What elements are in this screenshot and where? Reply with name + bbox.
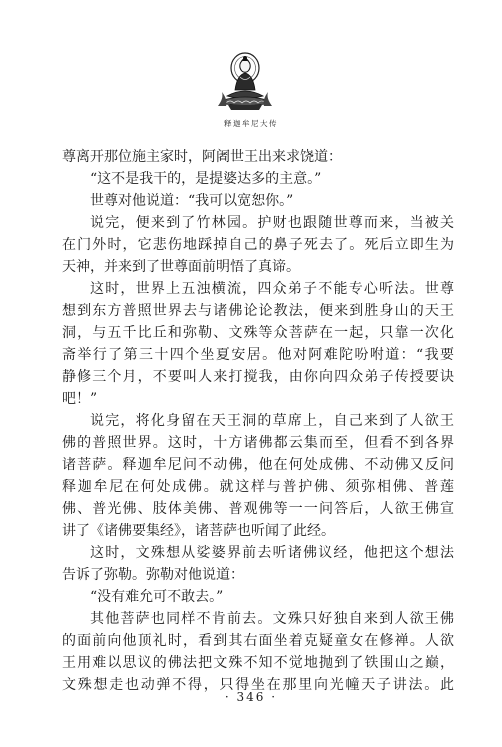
text-line: 告诉了弥勒。弥勒对他说道： bbox=[62, 567, 244, 583]
text-line: 想到东方普照世界去与诸佛论论教法，便来到胜身山的天王 bbox=[62, 303, 454, 319]
text-line: 世尊对他说道：“我可以宽恕你。” bbox=[90, 193, 294, 209]
text-line: “这不是我干的，是提婆达多的主意。” bbox=[90, 171, 322, 187]
text-line: 佛的普照世界。这时，十方诸佛都云集而至，但看不到各界 bbox=[62, 435, 454, 451]
text-line: 在门外时，它悲伤地踩掉自己的鼻子死去了。死后立即生为 bbox=[62, 237, 454, 253]
text-line: 这时，世界上五浊横流，四众弟子不能专心听法。世尊 bbox=[90, 281, 454, 297]
text-line: 诸菩萨。释迦牟尼问不动佛，他在何处成佛、不动佛又反问 bbox=[62, 457, 454, 473]
text-line: 王用难以思议的佛法把文殊不知不觉地抛到了铁围山之巅， bbox=[62, 655, 454, 671]
text-line: 静修三个月，不要叫人来打搅我，由你向四众弟子传授要诀 bbox=[62, 369, 454, 385]
text-line: 天神，并来到了世尊面前明悟了真谛。 bbox=[62, 259, 300, 275]
text-line: 讲了《诸佛要集经》，诸菩萨也听闻了此经。 bbox=[62, 523, 335, 539]
text-line: 洞，与五千比丘和弥勒、文殊等众菩萨在一起，只靠一次化 bbox=[62, 325, 454, 341]
text-line: 佛、普光佛、肢体美佛、普观佛等一一问答后，人欲王佛宣 bbox=[62, 501, 454, 517]
text-line: 这时，文殊想从娑婆界前去听诸佛议经，他把这个想法 bbox=[90, 545, 454, 561]
text-line: 斋举行了第三十四个坐夏安居。他对阿难陀吩咐道：“我要 bbox=[62, 347, 454, 363]
text-line: 其他菩萨也同样不肯前去。文殊只好独自来到人欲王佛 bbox=[90, 611, 454, 627]
text-line: 文殊想走也动弹不得，只得坐在那里向光幢天子讲法。此 bbox=[62, 677, 454, 693]
text-line: 释迦牟尼在何处成佛。就这样与普护佛、须弥相佛、普莲 bbox=[62, 479, 454, 495]
page-header bbox=[0, 0, 502, 140]
seated-buddha-icon bbox=[210, 48, 280, 114]
text-line: 说完，将化身留在天王洞的草席上，自己来到了人欲王 bbox=[90, 413, 454, 429]
text-line: 吧！” bbox=[62, 391, 98, 407]
text-line: 的面前向他顶礼时，看到其右面坐着克疑童女在修禅。人欲 bbox=[62, 633, 454, 649]
text-line: “没有难允可不敢去。” bbox=[90, 589, 224, 605]
text-line: 尊离开那位施主家时，阿阇世王出来求饶道： bbox=[62, 149, 342, 165]
text-line: 说完，便来到了竹林园。护财也跟随世尊而来，当被关 bbox=[90, 215, 454, 231]
page-number: · 346 · bbox=[224, 690, 278, 704]
book-title-caption: 释迦牟尼大传 bbox=[224, 119, 278, 128]
